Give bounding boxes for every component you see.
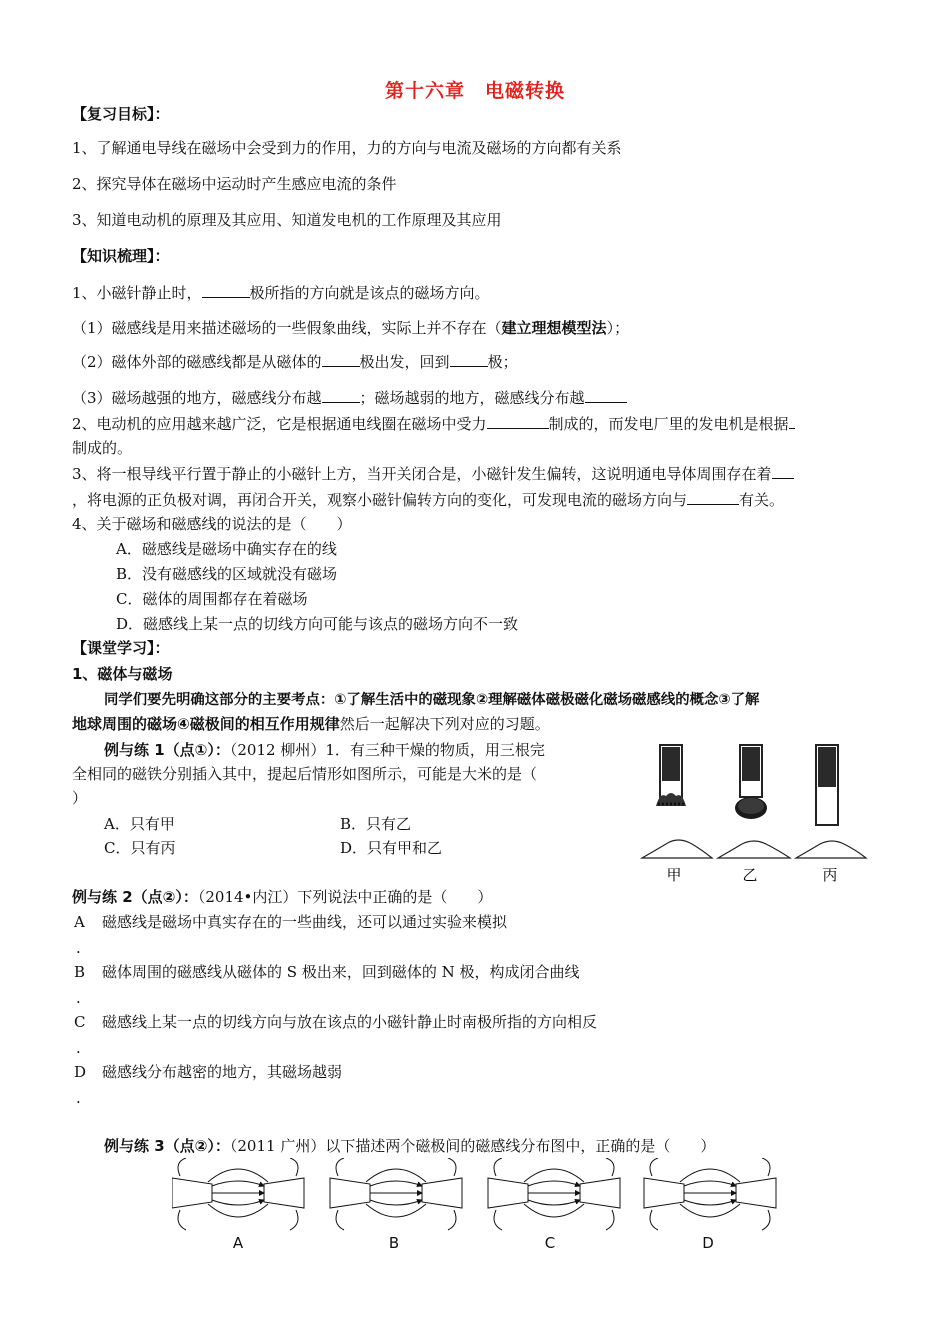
choice-option: 磁感线是磁场中真实存在的一些曲线，还可以通过实验来模拟 [102, 913, 508, 931]
page-title: 第十六章 电磁转换 [384, 80, 565, 102]
choice-option: A．只有甲 [104, 815, 175, 833]
figure-label: 甲 [666, 866, 682, 884]
knowledge-q1: 1、小磁针静止时， 极所指的方向就是该点的磁场方向。 [72, 284, 490, 302]
knowledge-q2-line1: 2、电动机的应用越来越广泛，它是根据通电线圈在磁场中受力 制成的，而发电厂里的发电机是根据 [72, 414, 795, 434]
figure-label: B [388, 1234, 400, 1252]
choice-option: A．磁感线是磁场中确实存在的线 [116, 540, 337, 558]
knowledge-q1-2: （2）磁体外部的磁感线都是从磁体的 极出发，回到 极； [72, 353, 518, 371]
answer-blank[interactable] [322, 352, 360, 367]
choice-option: B．只有乙 [340, 815, 412, 833]
knowledge-q1-3: （3）磁场越强的地方，磁感线分布越 ；磁场越弱的地方，磁感线分布越 [72, 388, 627, 408]
knowledge-q2-line2: 制成的。 [72, 439, 133, 457]
figure-label: 丙 [822, 866, 838, 884]
choice-option: D．磁感线上某一点的切线方向可能与该点的磁场方向不一致 [116, 615, 519, 633]
option-letter: C [74, 1013, 86, 1031]
answer-blank[interactable] [322, 388, 360, 403]
option-letter: B [74, 963, 86, 981]
magnet-yi [735, 745, 767, 819]
example1-line1: 例与练 1（点①）：（2012 柳州）1．有三种干燥的物质，用三根完 [104, 741, 545, 759]
example1-line2: 全相同的磁铁分别插入其中，提起后情形如图所示，可能是大米的是（ [72, 765, 538, 783]
knowledge-q3-line1: 3、将一根导线平行置于静止的小磁针上方，当开关闭合是，小磁针发生偏转，这说明通电导体周围存在着 [72, 464, 794, 484]
knowledge-q4-stem: 4、关于磁场和磁感线的说法的是（ ） [72, 515, 352, 533]
goal-item: 3、知道电动机的原理及其应用、知道发电机的工作原理及其应用 [72, 211, 502, 229]
magnet-substance-figure [636, 740, 872, 888]
goals-heading: 【复习目标】： [72, 105, 170, 123]
field-diagram-b [330, 1158, 462, 1230]
answer-blank[interactable] [450, 352, 488, 367]
field-diagram-a [172, 1158, 304, 1230]
answer-blank[interactable] [687, 490, 739, 505]
intro-line1: 同学们要先明确这部分的主要考点：①了解生活中的磁现象②理解磁体磁极磁化磁场磁感线的概念③了解 [104, 692, 760, 708]
figure-label: C [544, 1234, 556, 1252]
option-letter: A [74, 913, 85, 931]
option-dot: . [76, 1039, 81, 1057]
choice-option: 磁感线分布越密的地方，其磁场越弱 [102, 1063, 343, 1081]
answer-blank[interactable] [772, 464, 794, 479]
answer-blank[interactable] [789, 414, 795, 429]
magnet-bing [816, 745, 838, 825]
example3-stem: 例与练 3（点②）：（2011 广州）以下描述两个磁极间的磁感线分布图中，正确的是（ ） [104, 1137, 716, 1155]
choice-option: C．只有丙 [104, 839, 176, 857]
answer-blank[interactable] [487, 414, 549, 429]
intro-line2: 地球周围的磁场④磁极间的相互作用规律然后一起解决下列对应的习题。 [72, 715, 550, 733]
example2-stem: 例与练 2（点②）：（2014•内江）下列说法中正确的是（ ） [72, 888, 493, 906]
field-diagram-c [488, 1158, 620, 1230]
choice-option: D．只有甲和乙 [340, 839, 443, 857]
option-dot: . [76, 989, 81, 1007]
field-diagram-d [644, 1158, 776, 1230]
example1-line3: ） [72, 789, 88, 807]
answer-blank[interactable] [202, 283, 250, 298]
option-letter: D [74, 1063, 87, 1081]
figure-label: 乙 [742, 866, 758, 884]
class-heading: 【课堂学习】： [72, 639, 170, 657]
knowledge-heading: 【知识梳理】： [72, 247, 170, 265]
magnet-jia [656, 745, 686, 806]
choice-option: 磁感线上某一点的切线方向与放在该点的小磁针静止时南极所指的方向相反 [102, 1013, 598, 1031]
knowledge-q3-line2: ，将电源的正负极对调，再闭合开关，观察小磁针偏转方向的变化，可发现电流的磁场方向与 有关。 [72, 491, 785, 509]
goal-item: 2、探究导体在磁场中运动时产生感应电流的条件 [72, 175, 397, 193]
goal-item: 1、了解通电导线在磁场中会受到力的作用，力的方向与电流及磁场的方向都有关系 [72, 139, 622, 157]
option-dot: . [76, 939, 81, 957]
choice-option: C．磁体的周围都存在着磁场 [116, 590, 308, 608]
knowledge-q1-1: （1）磁感线是用来描述磁场的一些假象曲线，实际上并不存在（建立理想模型法）； [72, 319, 630, 337]
option-dot: . [76, 1089, 81, 1107]
figure-label: A [232, 1234, 244, 1252]
figure-label: D [702, 1234, 714, 1252]
choice-option: B．没有磁感线的区域就没有磁场 [116, 565, 338, 583]
field-lines-figure [172, 1158, 792, 1256]
section-title: 1、磁体与磁场 [72, 665, 173, 683]
substance-piles [642, 840, 866, 858]
answer-blank[interactable] [585, 388, 627, 403]
choice-option: 磁体周围的磁感线从磁体的 S 极出来，回到磁体的 N 极，构成闭合曲线 [102, 963, 580, 981]
